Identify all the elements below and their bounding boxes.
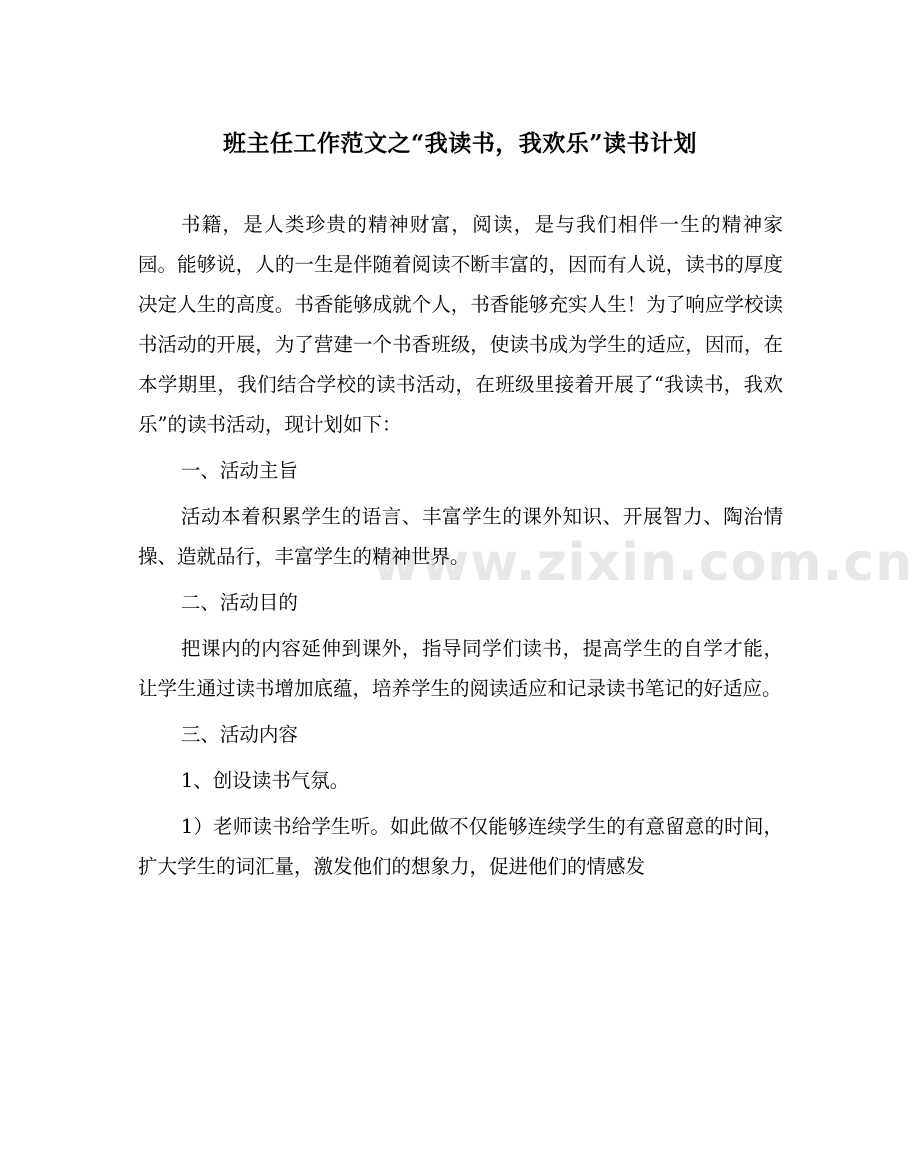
section-heading-purpose: 一、活动主旨 — [180, 459, 298, 482]
document-title: 班主任工作范文之“我读书，我欢乐”读书计划 — [223, 130, 697, 157]
section-heading-goal: 二、活动目的 — [180, 591, 298, 614]
content-paragraph: 1）老师读书给学生听。如此做不仅能够连续学生的有意留意的时间，扩大学生的词汇量，激发他们的想象力，促进他们的情感发 — [138, 815, 783, 878]
section-heading-content: 三、活动内容 — [180, 723, 298, 746]
purpose-paragraph: 活动本着积累学生的语言、丰富学生的课外知识、开展智力、陶治情操、造就品行，丰富学生的精神世界。 — [138, 505, 783, 568]
document-body — [138, 205, 783, 893]
goal-paragraph: 把课内的内容延伸到课外，指导同学们读书，提高学生的自学才能，让学生通过读书增加底蕴，培养学生的阅读适应和记录读书笔记的好适应。 — [138, 637, 783, 700]
watermark: www.zixin.com.cn — [372, 533, 914, 593]
intro-paragraph: 书籍，是人类珍贵的精神财富，阅读，是与我们相伴一生的精神家园。能够说，人的一生是伴随着阅读不断丰富的，因而有人说，读书的厚度决定人生的高度。书香能够成就个人，书香能够充实人生！为了响应学校读书活动的开展，为了营建一个书香班级，使读书成为学生的适应，因而，在本学期里，我们结合学校的读书活动，在班级里接着开展了“我读书，我欢乐”的读书活动，现计划如下： — [138, 213, 783, 436]
subheading-reading-atmosphere: 1、创设读书气氛。 — [180, 769, 350, 792]
